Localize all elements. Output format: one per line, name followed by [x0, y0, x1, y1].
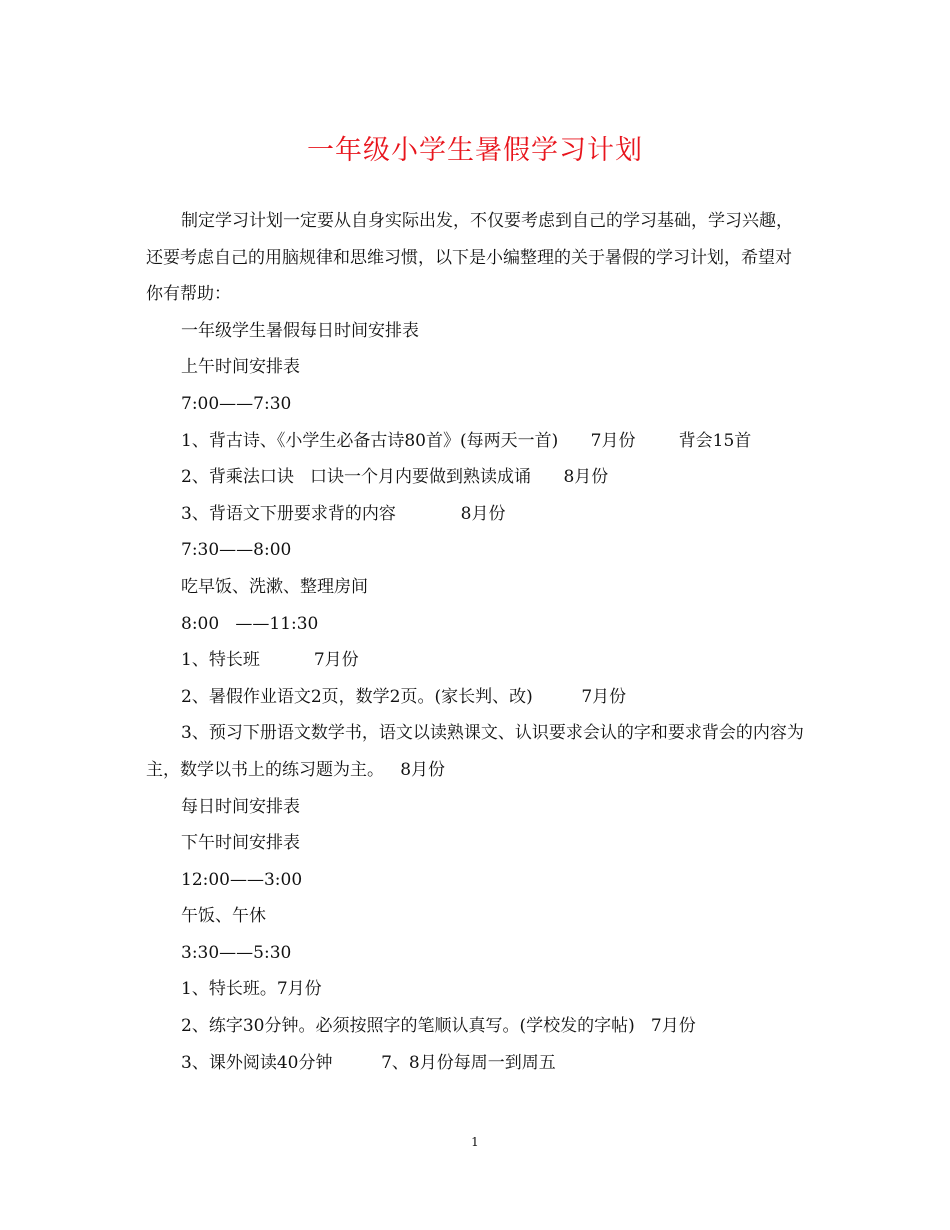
- paragraph: 每日时间安排表: [181, 796, 300, 817]
- paragraph: 下午时间安排表: [181, 833, 300, 854]
- paragraph: 2、练字30分钟。必须按照字的笔顺认真写。(学校发的字帖) 7月份: [181, 1016, 696, 1037]
- document-title: 一年级小学生暑假学习计划: [307, 135, 643, 166]
- paragraph: 3、课外阅读40分钟 7、8月份每周一到周五: [181, 1052, 556, 1073]
- paragraph: 吃早饭、洗漱、整理房间: [181, 576, 368, 597]
- paragraph: 3:30——5:30: [181, 942, 292, 963]
- paragraph: 3、背语文下册要求背的内容 8月份: [181, 503, 506, 524]
- paragraph: 午饭、午休: [181, 906, 266, 927]
- paragraph: 2、背乘法口诀 口诀一个月内要做到熟读成诵 8月份: [181, 467, 609, 488]
- document-body: [146, 203, 808, 1081]
- paragraph: 2、暑假作业语文2页，数学2页。(家长判、改) 7月份: [181, 686, 627, 707]
- paragraph: 一年级学生暑假每日时间安排表: [181, 320, 419, 341]
- page-number: 1: [471, 1135, 479, 1149]
- paragraph: 1、背古诗、《小学生必备古诗80首》(每两天一首) 7月份 背会15首: [181, 430, 752, 451]
- paragraph: 上午时间安排表: [181, 357, 300, 378]
- paragraph: 12:00——3:00: [181, 869, 303, 890]
- paragraph: 1、特长班 7月份: [181, 650, 359, 671]
- paragraph: 制定学习计划一定要从自身实际出发，不仅要考虑到自己的学习基础，学习兴趣，还要考虑自己的用脑规律和思维习惯，以下是小编整理的关于暑假的学习计划，希望对你有帮助：: [146, 211, 793, 305]
- paragraph: 7:30——8:00: [181, 540, 292, 561]
- paragraph: 8:00 ——11:30: [181, 613, 319, 634]
- paragraph: 1、特长班。7月份: [181, 979, 322, 1000]
- paragraph: 3、预习下册语文数学书，语文以读熟课文、认识要求会认的字和要求背会的内容为主，数学以书上的练习题为主。 8月份: [146, 723, 804, 780]
- paragraph: 7:00——7:30: [181, 393, 292, 414]
